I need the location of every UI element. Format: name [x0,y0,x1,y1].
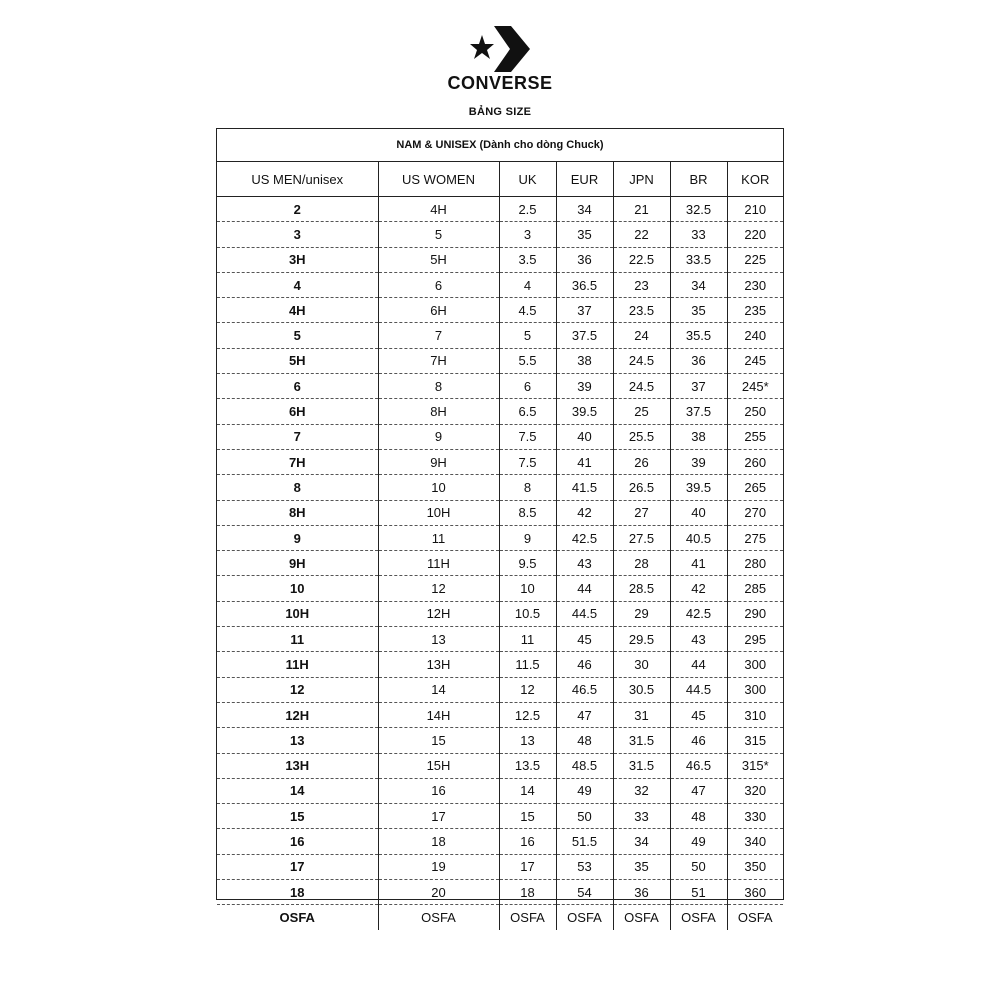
table-cell: 51.5 [556,829,613,854]
table-cell: 49 [670,829,727,854]
table-cell: 295 [727,627,783,652]
table-cell: 285 [727,576,783,601]
column-header: BR [670,162,727,197]
table-cell: 26.5 [613,475,670,500]
table-cell: 38 [670,424,727,449]
table-cell: 49 [556,778,613,803]
table-cell: 7.5 [499,424,556,449]
table-cell: 14 [217,778,378,803]
table-cell: 43 [670,627,727,652]
table-cell: 42.5 [556,525,613,550]
table-cell: 12.5 [499,702,556,727]
table-cell: 8 [378,374,499,399]
table-cell: 48 [556,728,613,753]
table-cell: 39.5 [556,399,613,424]
table-cell: 10H [378,500,499,525]
table-cell: 360 [727,880,783,905]
table-cell: 42 [670,576,727,601]
table-cell: 4 [499,272,556,297]
table-cell: OSFA [279,909,315,925]
table-row [217,348,783,373]
table-cell: 4H [378,197,499,222]
table-cell: OSFA [499,905,556,930]
table-cell: 14 [499,778,556,803]
table-cell: 46.5 [670,753,727,778]
table-cell: 350 [727,854,783,879]
table-cell: OSFA [727,905,783,930]
table-cell: 23 [613,272,670,297]
table-cell: 15H [378,753,499,778]
table-cell: 54 [556,880,613,905]
table-row [217,551,783,576]
table-cell: 42.5 [670,601,727,626]
table-cell: 14 [378,677,499,702]
table-cell: 9 [217,525,378,550]
table-cell: 12H [378,601,499,626]
table-cell: 24.5 [613,348,670,373]
table-cell: 235 [727,298,783,323]
table-row [217,475,783,500]
table-cell: 17 [499,854,556,879]
table-cell: 300 [727,677,783,702]
table-cell: 7 [217,424,378,449]
table-cell: 46 [556,652,613,677]
table-cell: 10 [217,576,378,601]
table-cell: 44.5 [670,677,727,702]
size-table-body [217,197,783,930]
table-cell: 7 [378,323,499,348]
table-cell: 4H [217,298,378,323]
table-cell: 13 [378,627,499,652]
table-cell: 13H [217,753,378,778]
table-cell: 34 [556,197,613,222]
table-cell: 4 [217,272,378,297]
table-cell: 3.5 [499,247,556,272]
table-cell: 34 [613,829,670,854]
table-row [217,272,783,297]
table-cell: 47 [556,702,613,727]
table-cell: 320 [727,778,783,803]
table-row [217,323,783,348]
table-row [217,829,783,854]
table-cell: 11 [217,627,378,652]
table-cell: 11H [378,551,499,576]
table-cell: 6.5 [499,399,556,424]
table-cell: 18 [378,829,499,854]
table-cell: 15 [217,804,378,829]
table-cell: 46.5 [556,677,613,702]
table-cell: 41 [670,551,727,576]
table-cell: 51 [670,880,727,905]
table-cell: 35.5 [670,323,727,348]
table-cell: OSFA [556,905,613,930]
table-row [217,753,783,778]
table-cell: 260 [727,449,783,474]
table-cell: 24.5 [613,374,670,399]
table-cell: 8.5 [499,500,556,525]
table-cell: 39.5 [670,475,727,500]
table-cell: 28 [613,551,670,576]
table-cell: 210 [727,197,783,222]
table-cell: 37 [670,374,727,399]
table-row [217,652,783,677]
table-cell: 27.5 [613,525,670,550]
table-cell: 270 [727,500,783,525]
table-row [217,500,783,525]
table-cell: 47 [670,778,727,803]
table-cell: 40.5 [670,525,727,550]
table-cell: 5H [217,348,378,373]
table-cell: 31.5 [613,728,670,753]
table-cell: 25.5 [613,424,670,449]
table-cell: 19 [378,854,499,879]
table-cell: 10 [499,576,556,601]
table-cell: 265 [727,475,783,500]
column-header: JPN [613,162,670,197]
table-cell: 6H [217,399,378,424]
table-cell: 9 [499,525,556,550]
table-cell: 275 [727,525,783,550]
table-cell: 37.5 [556,323,613,348]
table-cell: 5 [217,323,378,348]
table-cell: 36 [613,880,670,905]
table-cell: 45 [556,627,613,652]
table-cell: 43 [556,551,613,576]
table-cell: 32 [613,778,670,803]
table-cell: 39 [556,374,613,399]
table-cell: 36.5 [556,272,613,297]
table-cell: 41 [556,449,613,474]
table-cell: 330 [727,804,783,829]
table-cell: 31.5 [613,753,670,778]
brand-name: CONVERSE [447,73,553,93]
table-cell: 36 [670,348,727,373]
table-row [217,525,783,550]
table-cell: 300 [727,652,783,677]
table-cell: 255 [727,424,783,449]
table-row [217,449,783,474]
table-cell: 45 [670,702,727,727]
table-cell: 310 [727,702,783,727]
table-cell: 17 [378,804,499,829]
table-cell: 15 [378,728,499,753]
column-header: UK [499,162,556,197]
table-cell: 230 [727,272,783,297]
table-cell: 315* [727,753,783,778]
table-cell: 38 [556,348,613,373]
table-cell: 39 [670,449,727,474]
table-cell: 13.5 [499,753,556,778]
table-cell: 8 [217,475,378,500]
table-cell: 10 [378,475,499,500]
table-row [217,576,783,601]
table-cell: 33 [613,804,670,829]
table-cell: 2.5 [499,197,556,222]
size-table-header-row [217,162,783,197]
table-cell: 11 [378,525,499,550]
table-row [217,880,783,905]
table-row [217,677,783,702]
table-cell: 11H [217,652,378,677]
table-cell: 9H [217,551,378,576]
table-cell: 35 [556,222,613,247]
table-cell: 21 [613,197,670,222]
table-cell: 12 [499,677,556,702]
table-cell: 8H [217,500,378,525]
table-cell: 16 [378,778,499,803]
table-cell: 8H [378,399,499,424]
table-cell: 9H [378,449,499,474]
table-row [217,702,783,727]
table-cell: 5.5 [499,348,556,373]
table-cell: 53 [556,854,613,879]
table-cell: 250 [727,399,783,424]
table-cell: 42 [556,500,613,525]
table-cell: 240 [727,323,783,348]
table-row [217,601,783,626]
table-cell: 7.5 [499,449,556,474]
table-row [217,197,783,222]
table-row [217,222,783,247]
table-row [217,804,783,829]
table-cell: 33 [670,222,727,247]
table-cell: 25 [613,399,670,424]
size-table [217,162,783,930]
table-cell: 7H [378,348,499,373]
table-cell: 11 [499,627,556,652]
table-cell: 35 [670,298,727,323]
table-cell: 30.5 [613,677,670,702]
table-cell: 26 [613,449,670,474]
table-row [217,854,783,879]
table-cell: 2 [217,197,378,222]
table-cell: 33.5 [670,247,727,272]
table-cell: 13 [499,728,556,753]
table-cell: 23.5 [613,298,670,323]
table-cell: 220 [727,222,783,247]
table-cell: 20 [378,880,499,905]
table-cell: 245 [727,348,783,373]
table-cell: 22 [613,222,670,247]
column-header: US WOMEN [378,162,499,197]
table-cell: 5 [378,222,499,247]
table-row [217,247,783,272]
table-row [217,905,783,930]
table-cell: 10.5 [499,601,556,626]
table-cell: 225 [727,247,783,272]
table-cell: 280 [727,551,783,576]
table-cell: 18 [499,880,556,905]
table-cell: 340 [727,829,783,854]
table-cell: 40 [670,500,727,525]
table-cell: 37.5 [670,399,727,424]
table-cell: 29.5 [613,627,670,652]
table-cell: 36 [556,247,613,272]
table-cell: OSFA [670,905,727,930]
table-cell: 7H [217,449,378,474]
table-cell: 3 [217,222,378,247]
table-cell: 46 [670,728,727,753]
table-cell: 6H [378,298,499,323]
table-cell: 31 [613,702,670,727]
table-cell: 3H [217,247,378,272]
table-cell: 4.5 [499,298,556,323]
table-cell: 16 [499,829,556,854]
table-cell: 14H [378,702,499,727]
table-cell: 35 [613,854,670,879]
table-cell: 8 [499,475,556,500]
table-row [217,728,783,753]
size-chart [216,128,784,925]
table-cell: 41.5 [556,475,613,500]
table-cell: 48.5 [556,753,613,778]
table-row [217,424,783,449]
table-row [217,778,783,803]
table-cell: 27 [613,500,670,525]
column-header: US MEN/unisex [217,162,378,197]
table-cell: 15 [499,804,556,829]
table-cell: 34 [670,272,727,297]
table-cell: 12 [217,677,378,702]
table-cell: 16 [217,829,378,854]
table-cell: 6 [499,374,556,399]
table-row [217,627,783,652]
table-cell: 22.5 [613,247,670,272]
table-cell: OSFA [378,905,499,930]
table-cell: 32.5 [670,197,727,222]
table-cell: 12H [217,702,378,727]
table-cell: 245* [727,374,783,399]
table-cell: OSFA [613,905,670,930]
table-cell: 13 [217,728,378,753]
table-cell: 44 [670,652,727,677]
table-cell: 6 [378,272,499,297]
table-cell: 13H [378,652,499,677]
page-subtitle: BẢNG SIZE [468,106,532,118]
table-cell: 9.5 [499,551,556,576]
table-cell: 6 [217,374,378,399]
table-cell: 5 [499,323,556,348]
table-cell: 30 [613,652,670,677]
table-cell: 11.5 [499,652,556,677]
column-header: KOR [727,162,783,197]
table-cell: 315 [727,728,783,753]
table-cell: 28.5 [613,576,670,601]
table-cell: 44 [556,576,613,601]
table-row [217,374,783,399]
table-cell: 5H [378,247,499,272]
column-header: EUR [556,162,613,197]
table-cell: 40 [556,424,613,449]
table-cell: 50 [670,854,727,879]
table-cell: 50 [556,804,613,829]
table-cell: 37 [556,298,613,323]
table-cell: 48 [670,804,727,829]
table-cell: 17 [217,854,378,879]
table-cell: 29 [613,601,670,626]
table-cell: 10H [217,601,378,626]
table-cell: 12 [378,576,499,601]
table-cell: 44.5 [556,601,613,626]
table-row [217,399,783,424]
converse-logo-icon [470,26,530,72]
size-chart-title: NAM & UNISEX (Dành cho dòng Chuck) [217,129,783,162]
table-row [217,298,783,323]
table-cell: 3 [499,222,556,247]
table-cell: 18 [217,880,378,905]
table-cell: 9 [378,424,499,449]
table-cell: 24 [613,323,670,348]
table-cell: 290 [727,601,783,626]
